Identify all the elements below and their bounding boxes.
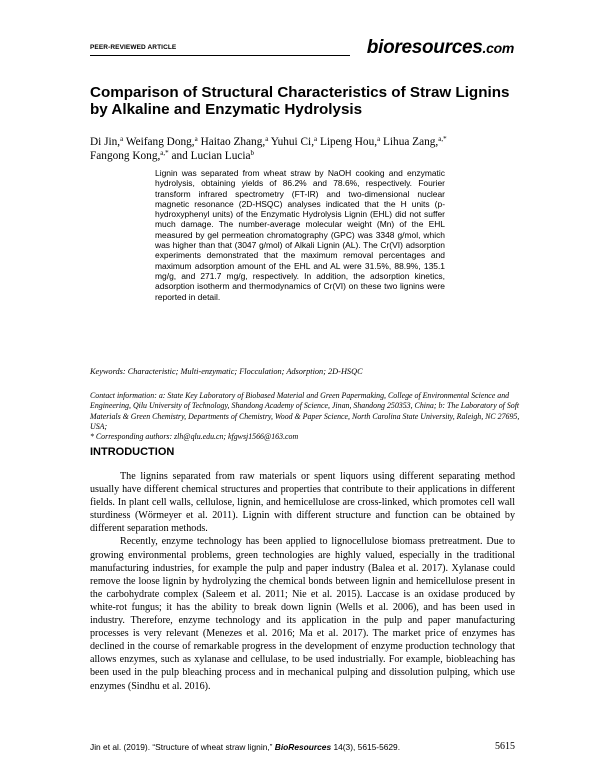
paragraph: The lignins separated from raw materials or spent liquors using different separating method usually have different chemical structures and properties that contribute to their applications in different fields. In plant cell walls, cellulose, lignin, and hemicellulose are cross-linked, which promotes cell wall sturdiness (Wörmeyer et al. 2011). Lignin with different structure and function can be obtained by different separation methods. xyxy=(90,471,515,535)
author: Weifang Dong,$^a$ xyxy=(125,135,198,148)
journal-logo-text: bioresources xyxy=(366,37,483,58)
abstract: Lignin was separated from wheat straw by NaOH cooking and enzymatic hydrolysis, obtaining yields of 86.2% and 78.6%, respectively. Fourier transform infrared spectrometry (FT-IR) and two-dimensional nuclear magnetic resonance (2D-HSQC) analyses indicated that the H units (p-hydroxyphenyl units) of the Enzymatic Hydrolysis Lignin (EHL) did not suffer much damage. The number-average molecular weight (Mn) of the EHL measured by gel permeation chromatography (GPC) was 3348 g/mol, which was higher than that (3047 g/mol) of Alkali Lignin (AL). The Cr(VI) adsorption experiments demonstrated that the maximum removal percentages and maximum adsorption amount of the EHL and AL were 31.5%, 88.9%, 135.1 mg/g, and 271.7 mg/g, respectively. In addition, the adsorption kinetics, adsorption isotherm and thermodynamics of Cr(VI) on these two lignins were reported in detail. xyxy=(155,168,445,302)
journal-logo xyxy=(367,37,514,59)
author: and Lucian Lucia$^b$ xyxy=(171,149,255,162)
author: Lihua Zang,$^{a,*}$ xyxy=(383,135,447,148)
page-number: 5615 xyxy=(495,741,515,752)
author: Fangong Kong,$^{a,*}$ xyxy=(90,149,169,162)
header-rule xyxy=(90,55,350,56)
citation-line: Jin et al. (2019). “Structure of wheat straw lignin,” BioResources 14(3), 5615-5629. xyxy=(90,742,401,752)
paragraph: Recently, enzyme technology has been applied to lignocellulose biomass pretreatment. Due to growing environmental problems, green technologies are highly valued, especially in the traditional manufacturing industries, for example the pulp and paper industry (Balea et al. 2017). Xylanase could remove the loose lignin by hydrolyzing the chemical bonds between lignin and hemicellulose present in the carbohydrate complex (Saleem et al. 2011; Nie et al. 2015). Laccase is an oxidase produced by white-rot fungus; it has the ability to break down lignin (Wells et al. 2006), and has been used in industry. Therefore, enzyme technology and its application in the pulp and paper manufacturing processes is very relevant (Menezes et al. 2016; Ma et al. 2017). The market price of enzymes has declined in the course of remarkable progress in the development of enzyme production technology that allows enzymes, such as xylanase and cellulase, to be used industrially. For example, biobleaching has been used in the pulp bleaching process and in mechanical pulping and dissolution pulping, which use enzymes (Sindhu et al. 2016). xyxy=(90,536,515,692)
author: Di Jin,$^a$ xyxy=(90,135,124,148)
journal-logo-suffix: .com xyxy=(482,40,514,56)
author: Yuhui Ci,$^a$ xyxy=(270,135,318,148)
running-header xyxy=(90,37,520,64)
article-type-label: PEER-REVIEWED ARTICLE xyxy=(90,44,177,51)
body-text xyxy=(90,470,515,693)
article-title: Comparison of Structural Characteristics of Straw Lignins by Alkaline and Enzymatic Hydrolysis xyxy=(90,84,510,118)
author-list xyxy=(90,135,515,163)
author: Lipeng Hou,$^a$ xyxy=(319,135,381,148)
keywords: Keywords: Characteristic; Multi-enzymatic; Flocculation; Adsorption; 2D-HSQC xyxy=(90,367,363,376)
affiliations: Contact information: a: State Key Laboratory of Biobased Material and Green Papermaking, College of Environmental Science and Engineering, Qilu University of Technology, Shandong Academy of Science, Jinan, Shandong 250353, China; b: The Laboratory of Soft Materials & Green Chemistry, Departments of Chemistry, Wood & Paper Science, North Carolina State University, Raleigh, NC 27695, USA; xyxy=(90,391,520,431)
section-heading: INTRODUCTION xyxy=(90,446,175,458)
contact-information xyxy=(90,391,520,442)
journal-name: BioResources xyxy=(274,742,332,752)
corresponding-authors: * Corresponding authors: zlh@qlu.edu.cn; kfgwsj1566@163.com xyxy=(90,432,299,442)
author: Haitao Zhang,$^a$ xyxy=(200,135,269,148)
